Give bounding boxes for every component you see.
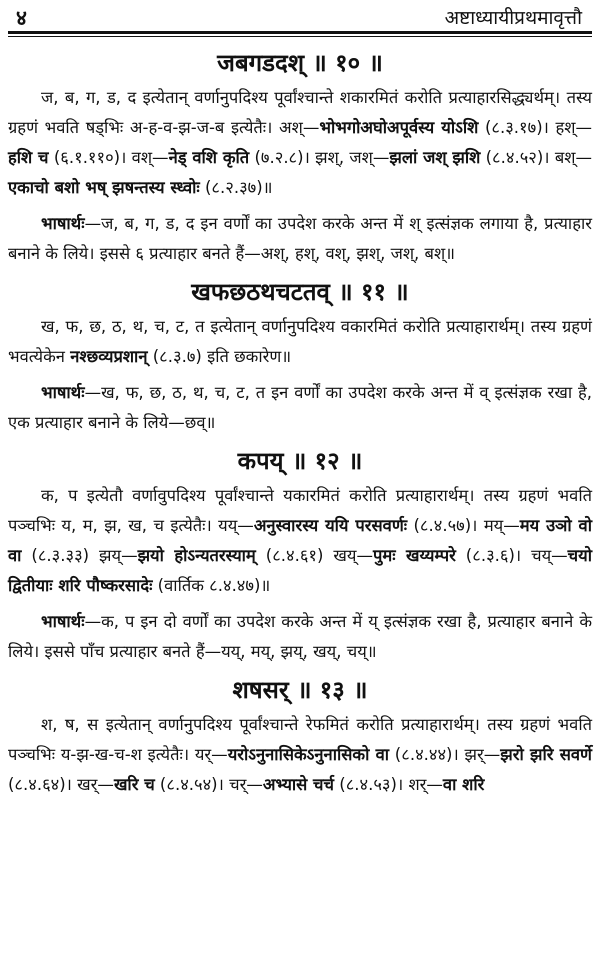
page-header: [8, 0, 592, 32]
sutra-citation: यरोऽनुनासिकेऽनुनासिको वा: [227, 745, 390, 764]
sutra-citation: भाषार्थः: [41, 214, 85, 233]
text-run: (८.४.४४)। झर्—: [389, 745, 501, 764]
sutra-citation: नेड् वशि कृति: [168, 148, 250, 167]
sutra-heading: कपय् ॥ १२ ॥: [237, 447, 363, 475]
text-run: (८.४.६१) खय्—: [255, 546, 373, 565]
text-run: (६.१.११०)। वश्—: [48, 148, 169, 167]
sutra-citation: अभ्यासे चर्च: [262, 775, 335, 794]
sutra-citation: झरो झरि सवर्णे: [500, 745, 592, 764]
hindi-meaning-paragraph: [8, 607, 592, 667]
sutra-heading: जबगडदश् ॥ १० ॥: [217, 49, 383, 77]
text-run: (८.४.५२)। बश्—: [480, 148, 592, 167]
text-run: (८.३.७) इति छकारेण॥: [147, 347, 292, 366]
commentary-paragraph: [8, 710, 592, 800]
sutra-citation: भाषार्थः: [41, 612, 85, 631]
text-run: (७.२.८)। झश्, जश्—: [249, 148, 390, 167]
sutra-citation: एकाचो बशो भष् झषन्तस्य स्ध्वोः: [8, 178, 200, 197]
text-run: (८.३.३३) झय्—: [21, 546, 138, 565]
sutra-heading: शषसर् ॥ १३ ॥: [232, 676, 368, 704]
text-run: —ज, ब, ग, ड, द इन वर्णों का उपदेश करके अन्त में श् इत्संज्ञक लगाया है, प्रत्याहार बनाने के लिये। इससे ६ प्रत्याहार बनते हैं—अश्, हश्, वश्, झश्, जश्, बश्॥: [8, 214, 592, 263]
text-run: (८.३.१७)। हश्—: [478, 118, 592, 137]
sutra-citation: मय उञो वो वा: [8, 516, 592, 565]
text-run: —ख, फ, छ, ठ, थ, च, ट, त इन वर्णों का उपदेश करके अन्त में व् इत्संज्ञक रखा है, एक प्रत्याहार बनाने के लिये—छव्॥: [8, 383, 592, 432]
header-rule: [8, 31, 592, 34]
commentary-paragraph: [8, 312, 592, 372]
sutra-citation: अनुस्वारस्य ययि परसवर्णः: [253, 516, 408, 535]
page-content: [8, 32, 592, 800]
running-title: अष्टाध्यायीप्रथमावृत्तौ: [444, 7, 582, 29]
text-run: —क, प इन दो वर्णों का उपदेश करके अन्त में य् इत्संज्ञक रखा है, प्रत्याहार बनाने के लिये। इससे पाँच प्रत्याहार बनते हैं—यय्, मय्, झय्, खय्, चय्॥: [8, 612, 592, 661]
sutra-citation: झलां जश् झशि: [389, 148, 481, 167]
hindi-meaning-paragraph: [8, 378, 592, 438]
sutra-citation: नश्छव्यप्रशान्: [70, 347, 148, 366]
text-run: ज, ब, ग, ड, द इत्येतान् वर्णानुपदिश्य पूर्वांश्चान्ते शकारमितं करोति प्रत्याहारसिद्ध्यर्थम्। तस्य ग्रहणं भवति षड्भिः अ-ह-व-झ-ज-ब इत्येतैः। अश्—: [8, 88, 592, 137]
text-run: (८.४.५७)। मय्—: [407, 516, 520, 535]
commentary-paragraph: [8, 481, 592, 601]
text-run: (८.४.५३)। शर्—: [334, 775, 443, 794]
sutra-citation: चयो द्वितीयाः शरि पौष्करसादेः: [8, 546, 592, 595]
sutra-citation: खरि च: [113, 775, 155, 794]
text-run: (८.४.५४)। चर्—: [154, 775, 263, 794]
text-run: (८.४.६४)। खर्—: [8, 775, 114, 794]
sutra-citation: भाषार्थः: [41, 383, 85, 402]
commentary-paragraph: [8, 83, 592, 203]
hindi-meaning-paragraph: [8, 209, 592, 269]
text-run: (वार्तिक ८.४.४७)॥: [152, 576, 271, 595]
sutra-citation: पुमः खय्यम्परे: [372, 546, 456, 565]
text-run: (८.३.६)। चय्—: [455, 546, 568, 565]
sutra-heading: खफछठथचटतव् ॥ ११ ॥: [191, 278, 409, 306]
text-run: (८.२.३७)॥: [199, 178, 273, 197]
sutra-citation: झयो होऽन्यतरस्याम्: [137, 546, 256, 565]
page-number: ४: [16, 6, 27, 30]
text-run: ख, फ, छ, ठ, थ, च, ट, त इत्येतान् वर्णानुपदिश्य वकारमितं करोति प्रत्याहारार्थम्। तस्य ग्रहणं भवत्येकेन: [8, 317, 592, 366]
text-run: श, ष, स इत्येतान् वर्णानुपदिश्य पूर्वांश्चान्ते रेफमितं करोति प्रत्याहारार्थम्। तस्य ग्रहणं भवति पञ्चभिः य-झ-ख-च-श इत्येतैः। यर्—: [8, 715, 592, 764]
sutra-citation: हशि च: [8, 148, 49, 167]
text-run: क, प इत्येतौ वर्णावुपदिश्य पूर्वांश्चान्ते यकारमितं करोति प्रत्याहारार्थम्। तस्य ग्रहणं भवति पञ्चभिः य, म, झ, ख, च इत्येतैः। यय्—: [8, 486, 592, 535]
sutra-citation: भोभगोअघोअपूर्वस्य योऽशि: [319, 118, 479, 137]
header-rule-thin: [8, 36, 592, 37]
sutra-citation: वा शरि: [442, 775, 485, 794]
